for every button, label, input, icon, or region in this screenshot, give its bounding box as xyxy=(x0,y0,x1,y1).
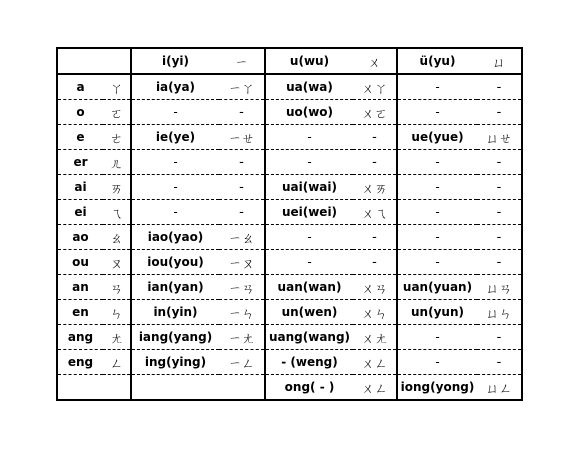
table-cell-5: ㄨㄣ xyxy=(353,300,397,325)
table-row xyxy=(57,225,522,250)
table-cell-3: ㄧㄥ xyxy=(219,350,265,375)
table-cell-3: - xyxy=(219,175,265,200)
table-cell-0 xyxy=(57,375,103,401)
table-cell-6: ue(yue) xyxy=(397,125,477,150)
table-cell-6: - xyxy=(397,250,477,275)
table-cell-3: - xyxy=(219,200,265,225)
table-cell-7: - xyxy=(477,74,522,100)
table-cell-2: - xyxy=(131,150,219,175)
table-cell-1: ㄦ xyxy=(103,150,131,175)
table-cell-5: - xyxy=(353,225,397,250)
table-cell-7: - xyxy=(477,325,522,350)
table-cell-7: - xyxy=(477,250,522,275)
table-row xyxy=(57,175,522,200)
table-cell-7: - xyxy=(477,175,522,200)
table-cell-0: eng xyxy=(57,350,103,375)
table-cell-3: ㄧㄢ xyxy=(219,275,265,300)
table-cell-1: ㄟ xyxy=(103,200,131,225)
table-cell-0: en xyxy=(57,300,103,325)
table-cell-4: - xyxy=(265,250,353,275)
table-cell-6: - xyxy=(397,100,477,125)
table-cell-2: iang(yang) xyxy=(131,325,219,350)
table-cell-3: ㄧㄣ xyxy=(219,300,265,325)
finals-table xyxy=(56,47,523,401)
table-cell-1 xyxy=(103,375,131,401)
table-cell-2: iou(you) xyxy=(131,250,219,275)
table-cell-4: - xyxy=(265,150,353,175)
table-cell-1: ㄥ xyxy=(103,350,131,375)
table-cell-7: ㄩㄣ xyxy=(477,300,522,325)
table-cell-4: ong( - ) xyxy=(265,375,353,401)
table-cell-2: ian(yan) xyxy=(131,275,219,300)
table-cell-2: ia(ya) xyxy=(131,74,219,100)
table-cell-3: ㄧㄚ xyxy=(219,74,265,100)
table-cell-5: ㄨㄚ xyxy=(353,74,397,100)
table-cell-7: - xyxy=(477,100,522,125)
table-cell-0: an xyxy=(57,275,103,300)
table-row xyxy=(57,250,522,275)
table-cell-3 xyxy=(219,375,265,401)
table-cell-7: ㄩㄢ xyxy=(477,275,522,300)
table-cell-1: ㄞ xyxy=(103,175,131,200)
table-cell-5: - xyxy=(353,125,397,150)
table-cell-5: ㄨㄥ xyxy=(361,381,388,397)
table-cell-3: ㄧㄝ xyxy=(219,125,265,150)
table-cell-5: ㄨㄞ xyxy=(353,175,397,200)
table-cell-4: un(wen) xyxy=(265,300,353,325)
table-cell-2: ing(ying) xyxy=(131,350,219,375)
table-cell-3: - xyxy=(219,100,265,125)
table-cell-0: o xyxy=(57,100,103,125)
table-cell-7: - xyxy=(477,200,522,225)
table-cell-6: - xyxy=(397,225,477,250)
table-cell-7: ㄩㄝ xyxy=(477,125,522,150)
table-cell-2: - xyxy=(131,200,219,225)
header-cell-2: i(yi) xyxy=(131,48,219,74)
table-cell-5: - xyxy=(353,150,397,175)
table-cell-5: ㄨㄥ xyxy=(353,350,397,375)
table-cell-7: - xyxy=(477,150,522,175)
table-cell-4: ua(wa) xyxy=(265,74,353,100)
table-row xyxy=(57,350,522,375)
table-cell-6: - xyxy=(397,150,477,175)
table-cell-2: in(yin) xyxy=(131,300,219,325)
table-cell-2: iao(yao) xyxy=(131,225,219,250)
table-cell-5: - xyxy=(353,250,397,275)
header-cell-7: ㄩ xyxy=(477,48,522,74)
table-row xyxy=(57,325,522,350)
table-cell-1: ㄣ xyxy=(103,300,131,325)
header-cell-0 xyxy=(57,48,103,74)
table-cell-0: e xyxy=(57,125,103,150)
pinyin-zhuyin-table xyxy=(56,47,521,398)
table-cell-6: - xyxy=(397,74,477,100)
table-cell-1: ㄢ xyxy=(103,275,131,300)
table-cell-6: - xyxy=(397,175,477,200)
header-cell-4: u(wu) xyxy=(265,48,353,74)
table-row xyxy=(57,100,522,125)
table-cell-2: - xyxy=(131,100,219,125)
table-cell-2 xyxy=(131,375,219,401)
table-cell-3: ㄧㄡ xyxy=(219,250,265,275)
table-cell-4: - (weng) xyxy=(265,350,353,375)
table-cell-6: un(yun) xyxy=(397,300,477,325)
header-cell-6: ü(yu) xyxy=(397,48,477,74)
table-cell-2: - xyxy=(131,175,219,200)
table-cell-1: ㄛ xyxy=(103,100,131,125)
table-cell-5: ㄨㄟ xyxy=(353,200,397,225)
table-cell-3: - xyxy=(219,150,265,175)
table-cell-3: ㄧㄠ xyxy=(219,225,265,250)
table-cell-4: uai(wai) xyxy=(265,175,353,200)
table-cell-5: ㄨㄤ xyxy=(353,325,397,350)
table-cell-6: - xyxy=(397,200,477,225)
table-cell-0: ai xyxy=(57,175,103,200)
table-cell-0: a xyxy=(57,74,103,100)
table-cell-0: ou xyxy=(57,250,103,275)
table-cell-6: iong(yong) xyxy=(397,375,477,401)
table-cell-0: ao xyxy=(57,225,103,250)
table-cell-2: ie(ye) xyxy=(131,125,219,150)
table-cell-0: ei xyxy=(57,200,103,225)
table-cell-7: ㄩㄥ xyxy=(485,381,512,397)
table-cell-4: uo(wo) xyxy=(265,100,353,125)
table-cell-7: - xyxy=(477,350,522,375)
table-row xyxy=(57,300,522,325)
header-row xyxy=(57,48,522,74)
table-cell-1: ㄜ xyxy=(103,125,131,150)
table-cell-0: er xyxy=(57,150,103,175)
table-cell-7: - xyxy=(477,225,522,250)
table-cell-4: uei(wei) xyxy=(265,200,353,225)
header-cell-5: ㄨ xyxy=(353,48,397,74)
table-cell-3: ㄧㄤ xyxy=(219,325,265,350)
table-row xyxy=(57,275,522,300)
table-cell-1: ㄠ xyxy=(103,225,131,250)
header-cell-3: ㄧ xyxy=(219,48,265,74)
table-cell-6: - xyxy=(397,325,477,350)
table-cell-6: - xyxy=(397,350,477,375)
table-row xyxy=(57,375,522,401)
table-body xyxy=(57,48,522,400)
table-cell-1: ㄚ xyxy=(103,74,131,100)
table-row xyxy=(57,150,522,175)
table-cell-4: uan(wan) xyxy=(265,275,353,300)
table-cell-5: ㄨㄢ xyxy=(353,275,397,300)
table-cell-6: uan(yuan) xyxy=(397,275,477,300)
table-row xyxy=(57,74,522,100)
table-row xyxy=(57,200,522,225)
header-cell-1 xyxy=(103,48,131,74)
table-row xyxy=(57,125,522,150)
table-cell-5: ㄨㄛ xyxy=(353,100,397,125)
table-cell-0: ang xyxy=(57,325,103,350)
table-cell-1: ㄤ xyxy=(103,325,131,350)
table-cell-4: - xyxy=(265,125,353,150)
table-cell-1: ㄡ xyxy=(103,250,131,275)
table-cell-4: - xyxy=(265,225,353,250)
table-cell-4: uang(wang) xyxy=(265,325,353,350)
